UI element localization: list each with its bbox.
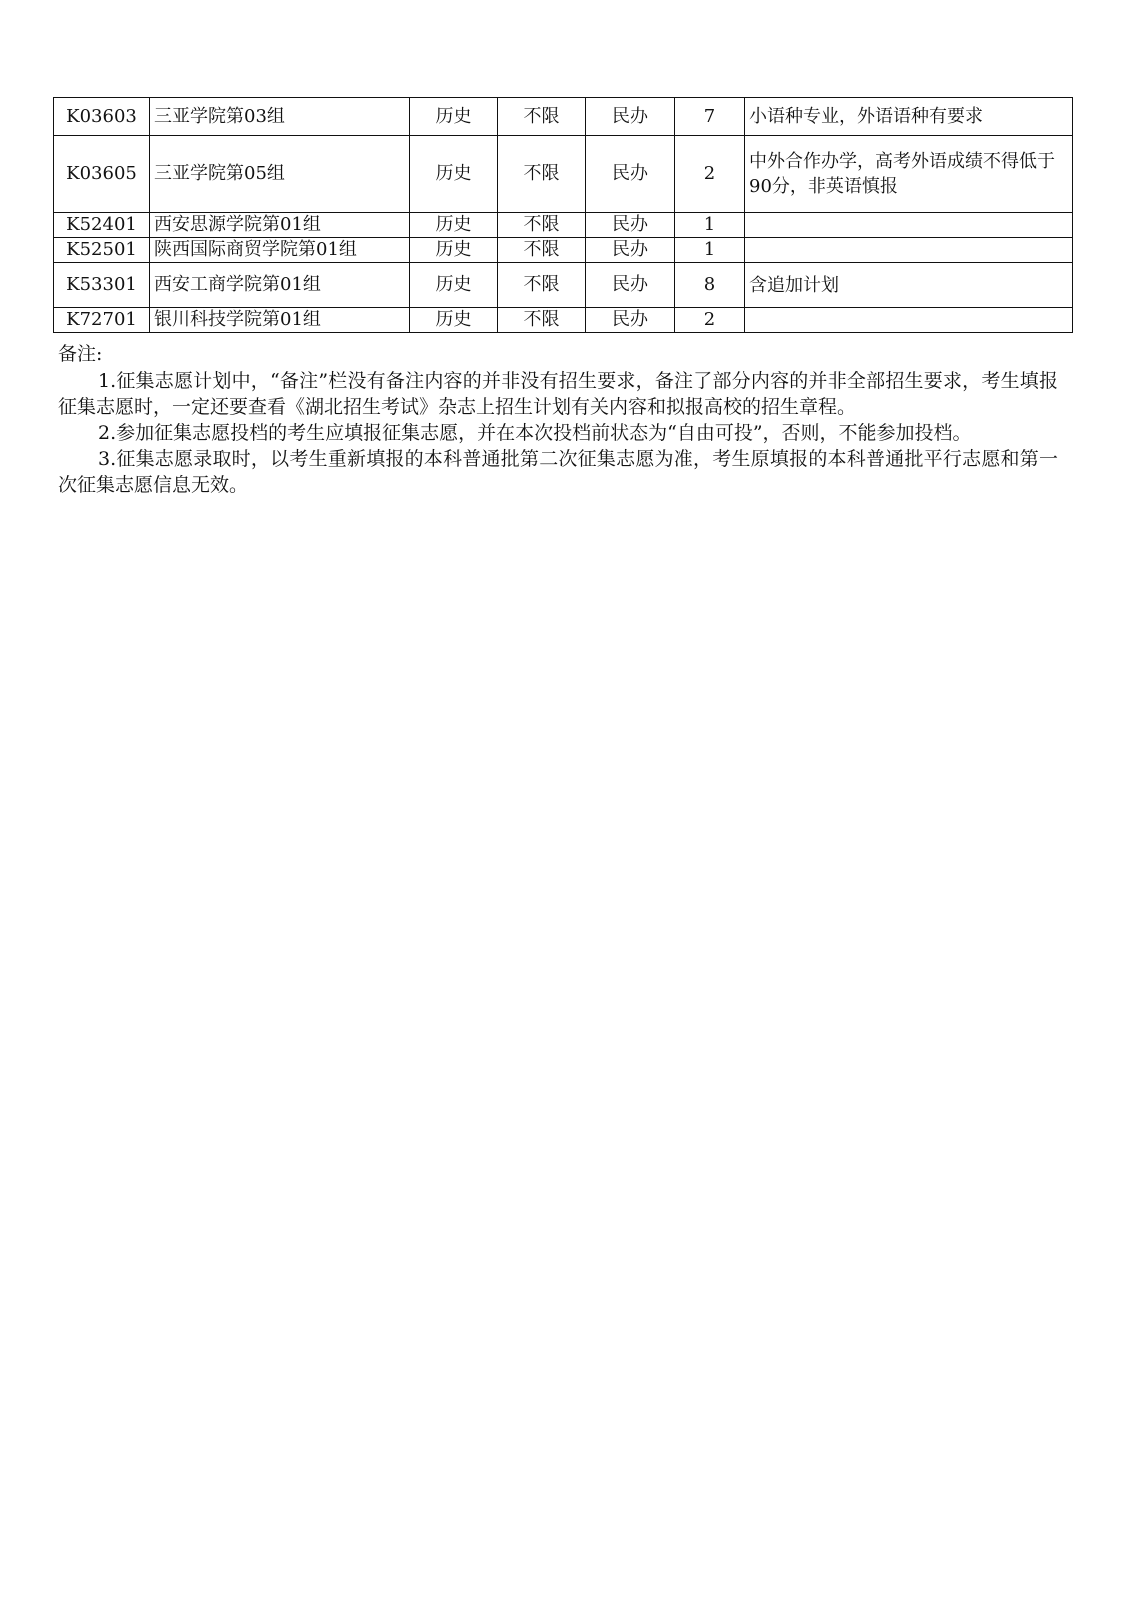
cell-requirement: 不限	[498, 308, 586, 333]
cell-subject: 历史	[410, 136, 498, 213]
cell-remark	[745, 238, 1073, 263]
cell-type: 民办	[586, 308, 675, 333]
cell-type: 民办	[586, 98, 675, 136]
cell-requirement: 不限	[498, 98, 586, 136]
notes-section	[58, 341, 1058, 498]
cell-subject: 历史	[410, 98, 498, 136]
cell-remark: 中外合作办学，高考外语成绩不得低于90分，非英语慎报	[745, 136, 1073, 213]
cell-code: K72701	[54, 308, 150, 333]
cell-count: 1	[675, 238, 745, 263]
cell-subject: 历史	[410, 238, 498, 263]
cell-remark: 小语种专业，外语语种有要求	[745, 98, 1073, 136]
cell-name: 三亚学院第03组	[150, 98, 410, 136]
table-row	[54, 308, 1073, 333]
cell-type: 民办	[586, 136, 675, 213]
cell-count: 2	[675, 136, 745, 213]
cell-name: 西安思源学院第01组	[150, 213, 410, 238]
cell-code: K53301	[54, 263, 150, 308]
cell-remark	[745, 213, 1073, 238]
note-item: 3.征集志愿录取时，以考生重新填报的本科普通批第二次征集志愿为准，考生原填报的本科普通批平行志愿和第一次征集志愿信息无效。	[58, 448, 1058, 496]
cell-type: 民办	[586, 213, 675, 238]
cell-code: K03603	[54, 98, 150, 136]
table-row	[54, 213, 1073, 238]
cell-code: K52501	[54, 238, 150, 263]
cell-subject: 历史	[410, 308, 498, 333]
cell-name: 陕西国际商贸学院第01组	[150, 238, 410, 263]
table-row	[54, 136, 1073, 213]
cell-count: 7	[675, 98, 745, 136]
cell-requirement: 不限	[498, 238, 586, 263]
cell-name: 西安工商学院第01组	[150, 263, 410, 308]
cell-name: 银川科技学院第01组	[150, 308, 410, 333]
cell-subject: 历史	[410, 213, 498, 238]
cell-count: 2	[675, 308, 745, 333]
table-row	[54, 263, 1073, 308]
cell-requirement: 不限	[498, 136, 586, 213]
enrollment-plan-table	[53, 97, 1073, 333]
cell-requirement: 不限	[498, 263, 586, 308]
cell-type: 民办	[586, 238, 675, 263]
cell-count: 8	[675, 263, 745, 308]
table-row	[54, 238, 1073, 263]
cell-remark	[745, 308, 1073, 333]
cell-type: 民办	[586, 263, 675, 308]
cell-count: 1	[675, 213, 745, 238]
note-item: 2.参加征集志愿投档的考生应填报征集志愿，并在本次投档前状态为“自由可投”，否则，不能参加投档。	[98, 422, 972, 444]
cell-subject: 历史	[410, 263, 498, 308]
notes-heading: 备注:	[58, 343, 103, 365]
cell-remark: 含追加计划	[745, 263, 1073, 308]
cell-name: 三亚学院第05组	[150, 136, 410, 213]
note-item: 1.征集志愿计划中，“备注”栏没有备注内容的并非没有招生要求，备注了部分内容的并非全部招生要求，考生填报征集志愿时，一定还要查看《湖北招生考试》杂志上招生计划有关内容和拟报高校的招生章程。	[58, 370, 1058, 418]
cell-requirement: 不限	[498, 213, 586, 238]
cell-code: K52401	[54, 213, 150, 238]
cell-code: K03605	[54, 136, 150, 213]
table-row	[54, 98, 1073, 136]
